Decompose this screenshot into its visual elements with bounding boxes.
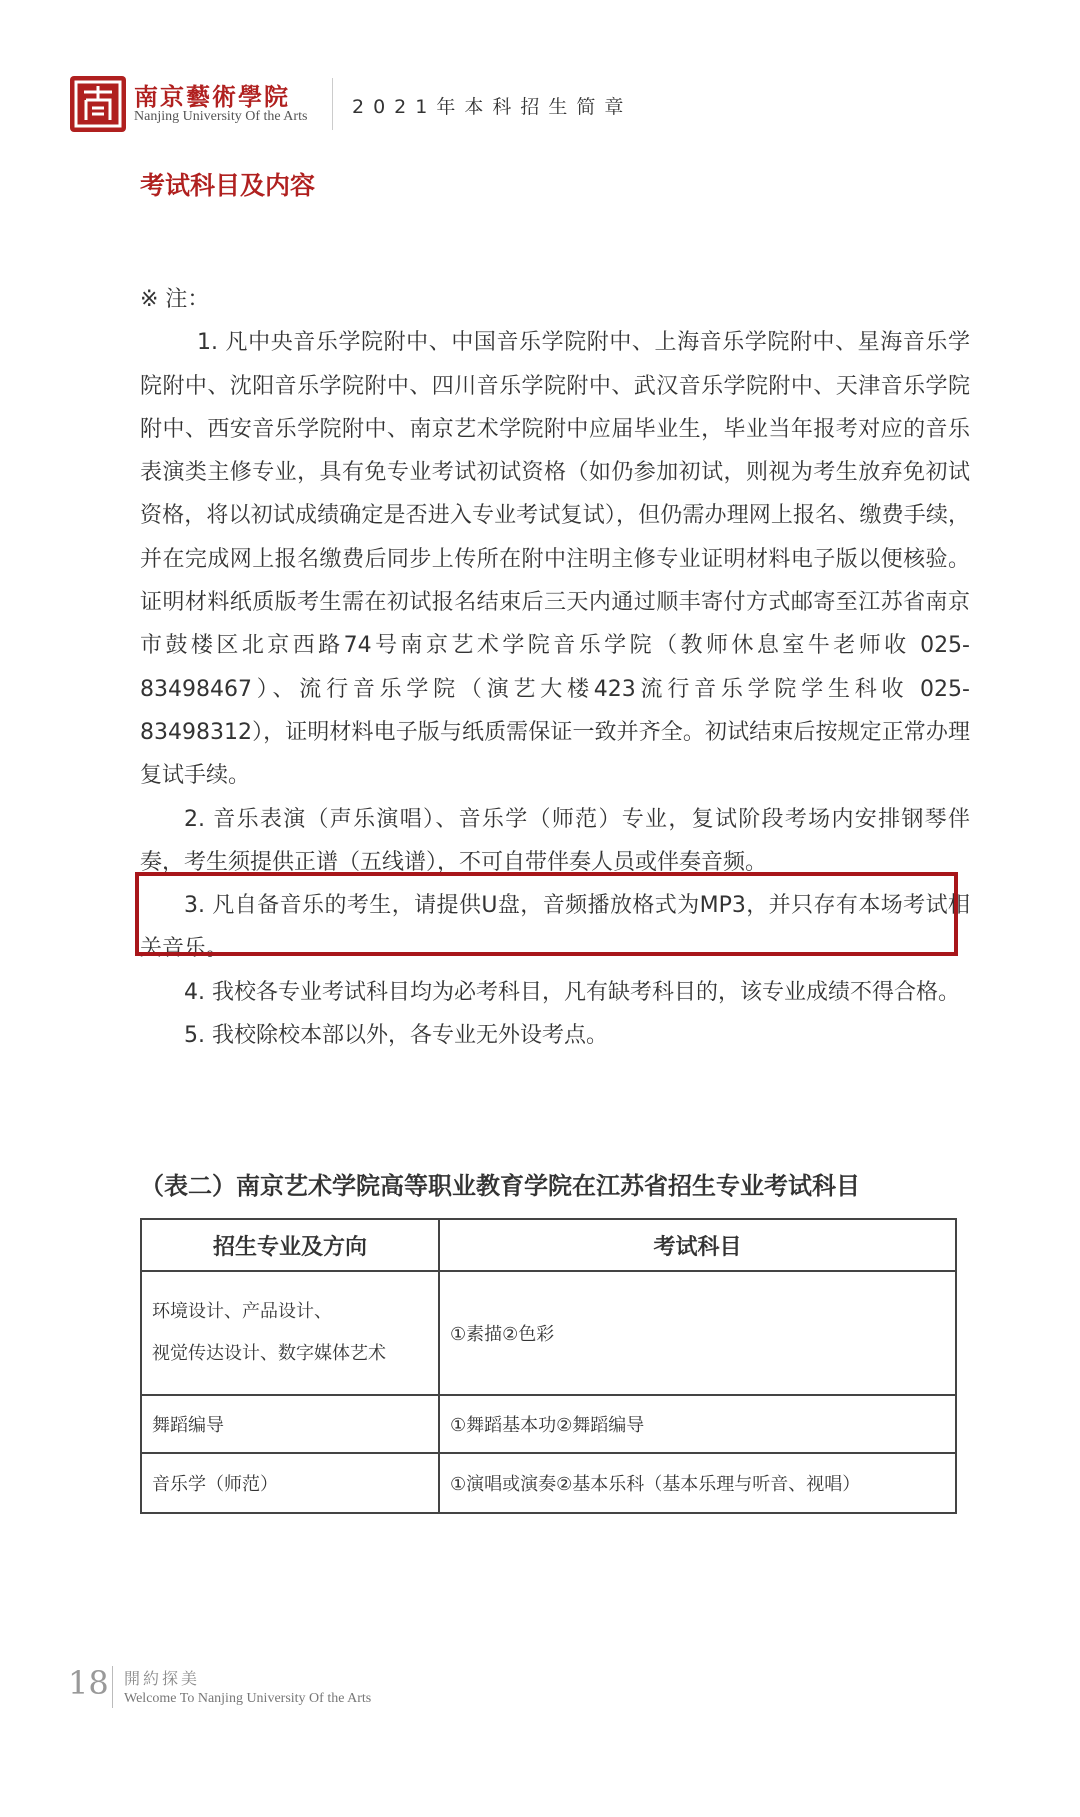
table-cell-subjects: ①素描②色彩 — [439, 1271, 956, 1395]
header-divider — [332, 78, 333, 130]
university-seal-logo — [70, 76, 126, 132]
footer-divider — [112, 1666, 113, 1708]
table-cell-major: 音乐学（师范） — [141, 1453, 439, 1513]
table-cell-major — [141, 1271, 439, 1395]
notes-heading: ※ 注： — [140, 287, 210, 312]
table-cell-major: 舞蹈编导 — [141, 1395, 439, 1453]
table-header-major: 招生专业及方向 — [141, 1219, 439, 1271]
major-line: 环境设计、产品设计、 — [152, 1301, 332, 1322]
brochure-title: 2021年本科招生简章 — [352, 96, 633, 118]
table-header-row — [141, 1219, 956, 1271]
note-item-1: 1. 凡中央音乐学院附中、中国音乐学院附中、上海音乐学院附中、星海音乐学院附中、沈阳音乐学院附中、四川音乐学院附中、武汉音乐学院附中、天津音乐学院附中、西安音乐学院附中、南京艺术学院附中应届毕业生，毕业当年报考对应的音乐表演类主修专业，具有免专业考试初试资格（如仍参加初试，则视为考生放弃免初试资格，将以初试成绩确定是否进入专业考试复试），但仍需办理网上报名、缴费手续，并在完成网上报名缴费后同步上传所在附中注明主修专业证明材料电子版以便核验。证明材料纸质版考生需在初试报名结束后三天内通过顺丰寄付方式邮寄至江苏省南京市鼓楼区北京西路74号南京艺术学院音乐学院（教师休息室牛老师收 025-83498467）、流行音乐学院（演艺大楼423流行音乐学院学生科收 025-83498312），证明材料电子版与纸质需保证一致并齐全。初试结束后按规定正常办理复试手续。 — [140, 330, 970, 789]
section-title: 考试科目及内容 — [140, 171, 316, 200]
exam-subjects-table — [140, 1218, 957, 1514]
note-item-2: 2. 音乐表演（声乐演唱）、音乐学（师范）专业，复试阶段考场内安排钢琴伴奏，考生须提供正谱（五线谱），不可自带伴奏人员或伴奏音频。 — [140, 806, 970, 875]
note-item-5: 5. 我校除校本部以外，各专业无外设考点。 — [184, 1023, 608, 1049]
seal-icon — [70, 76, 126, 132]
table-title: （表二）南京艺术学院高等职业教育学院在江苏省招生专业考试科目 — [140, 1172, 860, 1200]
major-line: 视觉传达设计、数字媒体艺术 — [152, 1343, 386, 1364]
table-cell-subjects: ①舞蹈基本功②舞蹈编导 — [439, 1395, 956, 1453]
university-name-cn: 南京藝術學院 — [134, 82, 290, 111]
note-item-3: 3. 凡自备音乐的考生，请提供U盘，音频播放格式为MP3，并只存有本场考试相关音乐。 — [140, 893, 970, 962]
highlight-annotation-box — [135, 872, 958, 956]
table-header-subjects: 考试科目 — [439, 1219, 956, 1271]
page-header — [70, 68, 970, 138]
university-name-en: Nanjing University Of the Arts — [134, 109, 308, 124]
table-row — [141, 1271, 956, 1395]
table-cell-subjects: ①演唱或演奏②基本乐科（基本乐理与听音、视唱） — [439, 1453, 956, 1513]
page-number: 18 — [68, 1664, 109, 1702]
footer-slogan-en: Welcome To Nanjing University Of the Arts — [124, 1691, 372, 1706]
table-row — [141, 1453, 956, 1513]
footer-slogan-cn: 開約探美 — [124, 1669, 201, 1688]
note-item-4: 4. 我校各专业考试科目均为必考科目，凡有缺考科目的，该专业成绩不得合格。 — [184, 979, 960, 1005]
table-row — [141, 1395, 956, 1453]
